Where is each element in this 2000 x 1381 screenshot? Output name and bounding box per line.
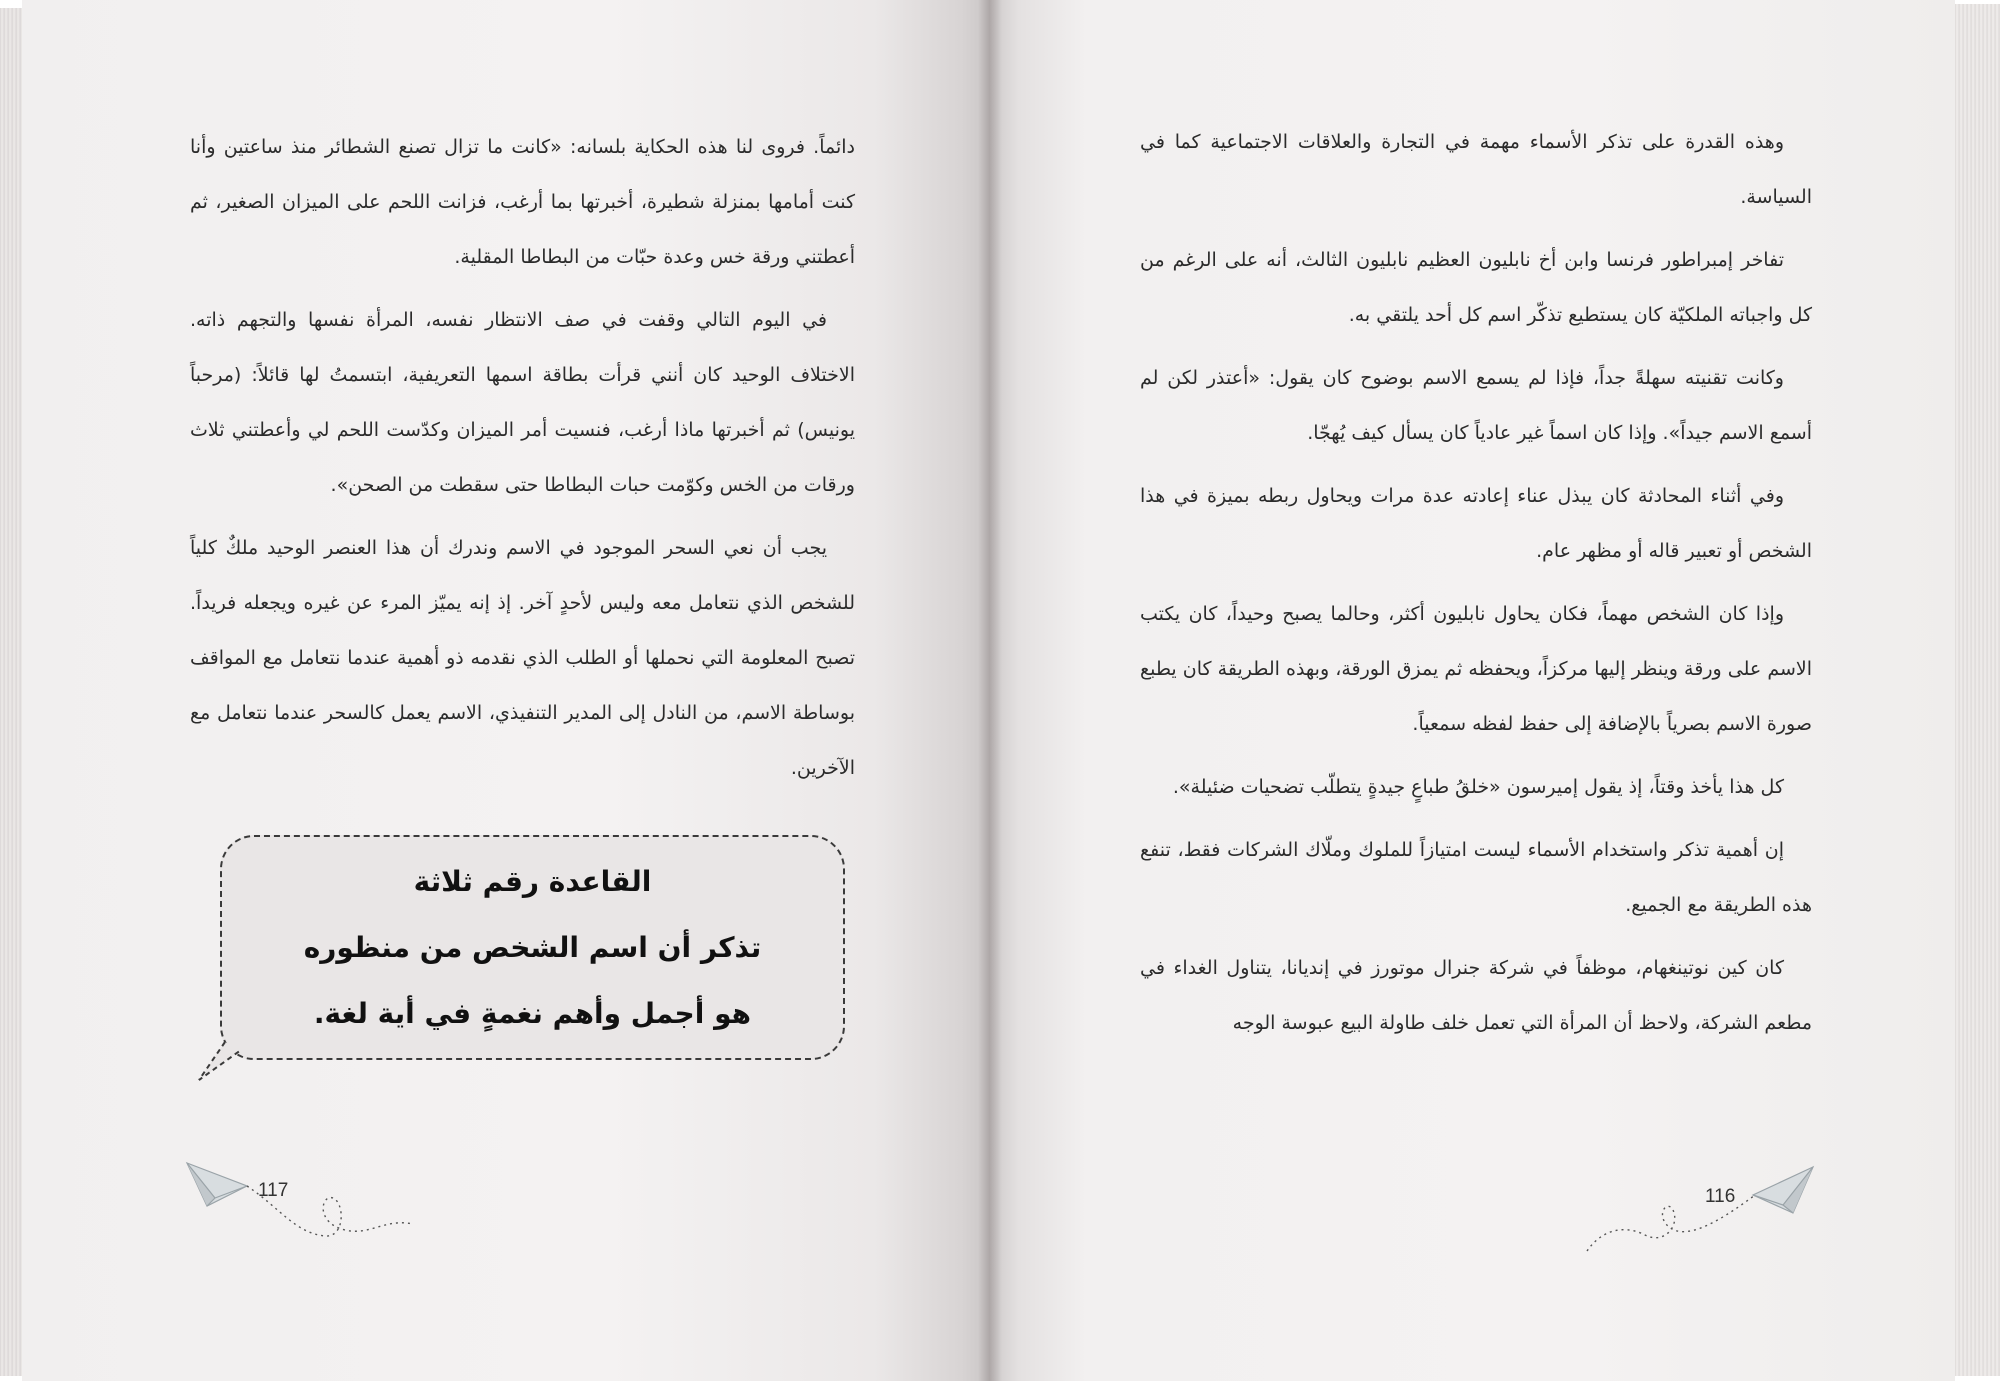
callout-line-1: تذكر أن اسم الشخص من منظوره	[303, 931, 762, 964]
paragraph: وهذه القدرة على تذكر الأسماء مهمة في التجارة والعلاقات الاجتماعية كما في السياسة.	[1140, 131, 1812, 208]
left-page-body	[190, 120, 855, 804]
paragraph: وإذا كان الشخص مهماً، فكان يحاول نابليون أكثر، وحالما يصبح وحيداً، كان يكتب الاسم على ورقة وينظر إليها مركزاً، ويحفظه ثم يمزق الورقة، وبهذه الطريقة كان يطبع صورة الاسم بصرياً بالإضافة إلى حفظ لفظه سمعياً.	[1140, 603, 1812, 735]
paragraph: كل هذا يأخذ وقتاً، إذ يقول إميرسون «خلقُ طباعٍ جيدةٍ يتطلّب تضحيات ضئيلة».	[1172, 776, 1784, 798]
right-footer-decoration	[1585, 1165, 1815, 1255]
paragraph: يجب أن نعي السحر الموجود في الاسم وندرك أن هذا العنصر الوحيد ملكٌ كلياً للشخص الذي نتعامل معه وليس لأحدٍ آخر. إذ إنه يميّز المرء عن غيره ويجعله فريداً. تصبح المعلومة التي نحملها أو الطلب الذي نقدمه ذو أهمية عندما نتعامل مع المواقف بوساطة الاسم، من النادل إلى المدير التنفيذي، الاسم يعمل كالسحر عندما نتعامل مع الآخرين.	[190, 537, 855, 779]
callout-line-2: هو أجمل وأهم نغمةٍ في أية لغة.	[313, 997, 752, 1030]
page-number-left: 117	[258, 1180, 289, 1201]
paper-plane-icon	[1753, 1167, 1813, 1213]
paragraph: تفاخر إمبراطور فرنسا وابن أخ نابليون العظيم نابليون الثالث، أنه على الرغم من كل واجباته الملكيّة كان يستطيع تذكّر اسم كل أحد يلتقي به.	[1140, 249, 1812, 326]
callout-heading: القاعدة رقم ثلاثة	[413, 865, 652, 898]
page-number-right: 116	[1705, 1186, 1736, 1207]
left-footer-decoration	[185, 1158, 415, 1248]
paragraph: إن أهمية تذكر واستخدام الأسماء ليست امتيازاً للملوك وملّاك الشركات فقط، تنفع هذه الطريقة مع الجميع.	[1140, 839, 1812, 916]
paragraph: وفي أثناء المحادثة كان يبذل عناء إعادته عدة مرات ويحاول ربطه بميزة في هذا الشخص أو تعبير قاله أو مظهر عام.	[1140, 485, 1812, 562]
right-page-edges	[1955, 4, 2000, 1376]
paragraph: كان كين نوتينغهام، موظفاً في شركة جنرال موتورز في إنديانا، يتناول الغداء في مطعم الشركة، ولاحظ أن المرأة التي تعمل خلف طاولة البيع عبوسة الوجه	[1140, 957, 1812, 1034]
paragraph: دائماً. فروى لنا هذه الحكاية بلسانه: «كانت ما تزال تصنع الشطائر منذ ساعتين وأنا كنت أمامها بمنزلة شطيرة، أخبرتها بما أرغب، فزانت اللحم على الميزان الصغير، ثم أعطتني ورقة خس وعدة حبّات من البطاطا المقلية.	[190, 136, 855, 268]
paper-plane-icon	[187, 1163, 247, 1206]
book-spine	[978, 0, 1002, 1381]
callout-tail-icon	[195, 1040, 255, 1085]
right-page-body	[1140, 115, 1812, 1059]
paragraph: في اليوم التالي وقفت في صف الانتظار نفسه، المرأة نفسها والتجهم ذاته. الاختلاف الوحيد كان أنني قرأت بطاقة اسمها التعريفية، ابتسمتُ لها قائلاً: (مرحباً يونيس) ثم أخبرتها ماذا أرغب، فنسيت أمر الميزان وكدّست اللحم لي وأعطتني ثلاث ورقات من الخس وكوّمت حبات البطاطا حتى سقطت من الصحن».	[190, 309, 855, 496]
paragraph: وكانت تقنيته سهلةً جداً، فإذا لم يسمع الاسم بوضوح كان يقول: «أعتذر لكن لم أسمع الاسم جيداً». وإذا كان اسماً غير عادياً كان يسأل كيف يُهجّا.	[1140, 367, 1812, 444]
rule-callout-box	[220, 835, 845, 1060]
